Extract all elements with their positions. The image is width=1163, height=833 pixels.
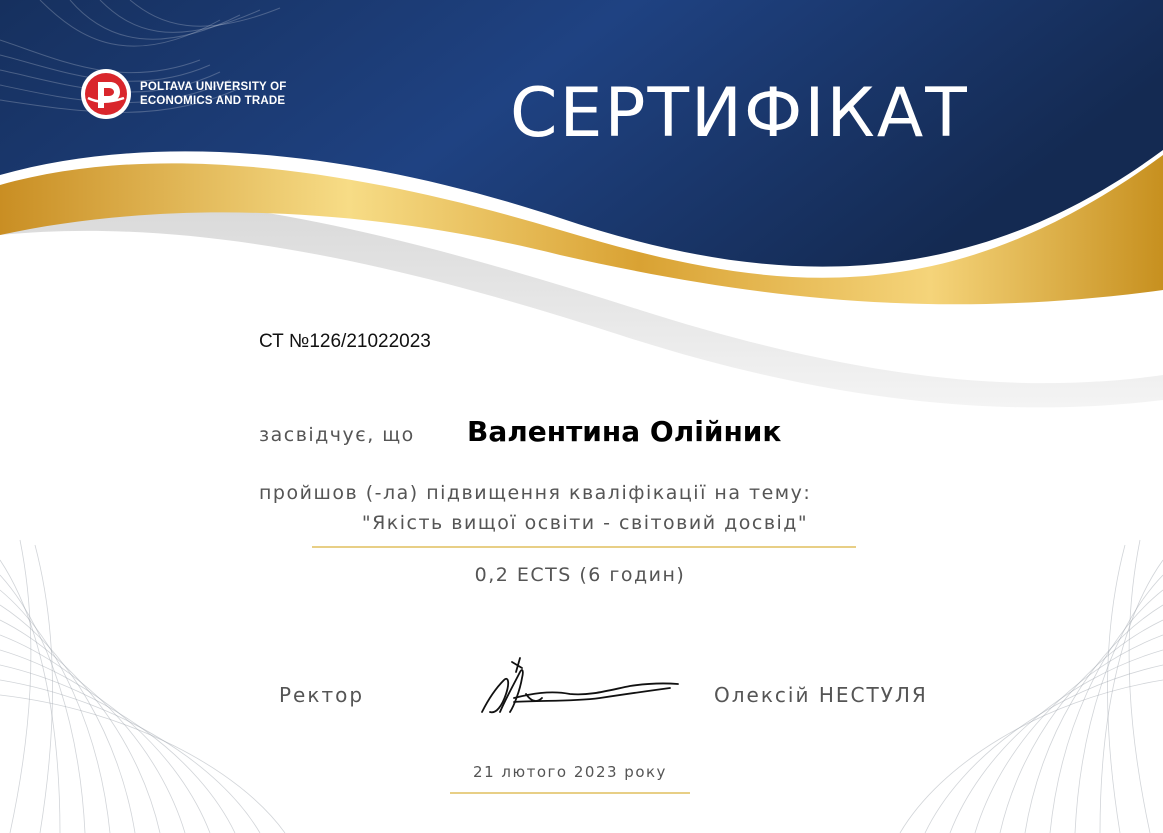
recipient-name: Валентина Олійник bbox=[467, 415, 782, 448]
university-name-line2: ECONOMICS AND TRADE bbox=[140, 95, 286, 107]
topic-underline bbox=[312, 546, 856, 548]
university-name bbox=[140, 80, 286, 108]
signatory-role: Ректор bbox=[279, 683, 365, 707]
completed-label: пройшов (-ла) підвищення кваліфікації на тему: bbox=[259, 482, 812, 504]
certifies-label: засвідчує, що bbox=[259, 424, 415, 446]
university-name-line1: POLTAVA UNIVERSITY OF bbox=[140, 81, 287, 93]
certificate-title: СЕРТИФІКАТ bbox=[510, 74, 969, 153]
date-underline bbox=[450, 792, 690, 794]
course-credits: 0,2 ECTS (6 годин) bbox=[474, 564, 686, 586]
university-logo-icon bbox=[80, 68, 132, 120]
course-topic: "Якість вищої освіти - світовий досвід" bbox=[361, 512, 809, 534]
university-logo bbox=[80, 68, 300, 124]
issue-date: 21 лютого 2023 року bbox=[473, 763, 667, 781]
certificate-number: СТ №126/21022023 bbox=[259, 331, 431, 352]
rector-signature bbox=[470, 650, 685, 725]
signatory-name: Олексій НЕСТУЛЯ bbox=[714, 683, 928, 707]
